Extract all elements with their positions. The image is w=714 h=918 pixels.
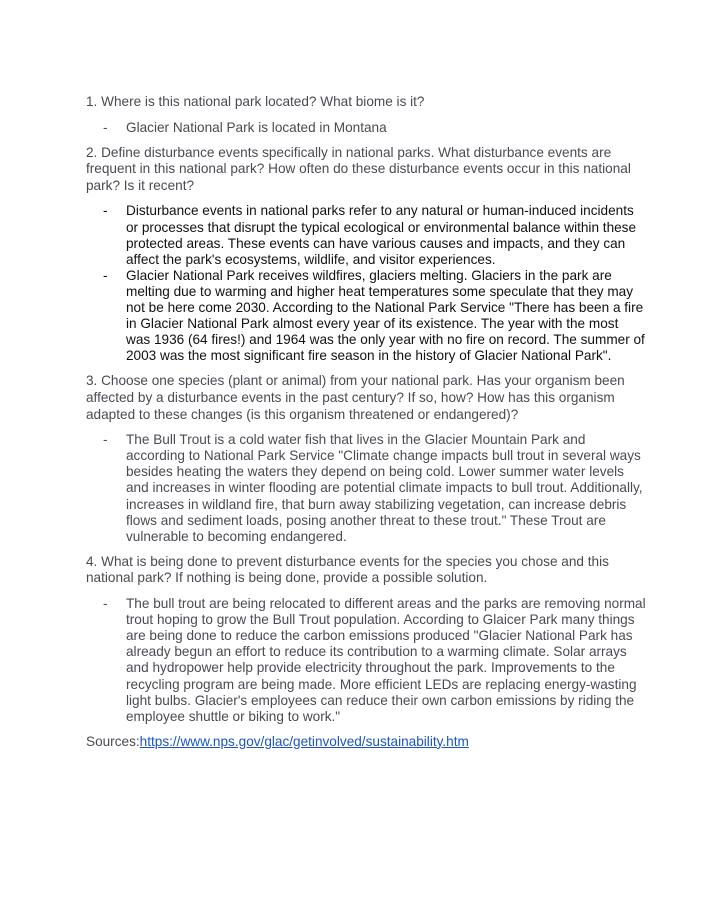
answer-list-1 <box>86 120 646 136</box>
question-3: 3. Choose one species (plant or animal) from your national park. Has your organism been affected by a disturbance events in the past century? If so, how? How has this organism adapted to these changes (is this organism threatened or endangered)? <box>86 373 625 422</box>
question-4: 4. What is being done to prevent disturbance events for the species you chose and this national park? If nothing is being done, provide a possible solution. <box>86 553 609 586</box>
sources-line <box>86 734 646 751</box>
answer-text: Disturbance events in national parks refer to any natural or human-induced incidents or processes that disrupt the typical ecological or environmental balance within these protected areas. These events can have various causes and impacts, and they can affect the park's ecosystems, wildlife, and visitor experiences. <box>126 203 637 267</box>
bullet-dash: - <box>103 119 108 135</box>
bullet-dash: - <box>103 432 108 448</box>
answer-text: The bull trout are being relocated to different areas and the parks are removing normal trout hoping to grow the Bull Trout population. According to Glaicer Park many things are being done to reduce the carbon emissions produced "Glacier National Park has already begun an effort to reduce its contribution to a warming climate. Solar arrays and hydropower help provide electricity throughout the park. Improvements to the recycling program are being made. More efficient LEDs are replacing energy-wasting light bulbs. Glacier's employees can reduce their own carbon emissions by riding the employee shuttle or biking to work." <box>126 596 646 724</box>
bullet-dash: - <box>103 267 108 283</box>
sources-link[interactable]: https://www.nps.gov/glac/getinvolved/sustainability.htm <box>139 733 469 749</box>
sources-label: Sources: <box>86 733 140 749</box>
answer-1-1 <box>86 120 646 136</box>
bullet-dash: - <box>103 203 108 219</box>
answer-list-4 <box>86 596 646 725</box>
document-page <box>86 94 646 750</box>
question-1: 1. Where is this national park located? What biome is it? <box>86 94 425 109</box>
answer-3-1 <box>86 432 646 545</box>
question-2: 2. Define disturbance events specifically in national parks. What disturbance events are frequent in this national park? How often do these disturbance events occur in this national park? Is it recent? <box>86 144 631 193</box>
answer-2-2 <box>86 268 646 365</box>
answer-text: Glacier National Park is located in Montana <box>126 119 387 135</box>
answer-text: The Bull Trout is a cold water fish that lives in the Glacier Mountain Park and according to National Park Service "Climate change impacts bull trout in several ways besides heating the waters they depend on being cold. Lower summer water levels and increases in winter flooding are potential climate impacts to bull trout. Additionally, increases in wildland fire, that burn away stabilizing vegetation, can increase debris flows and sediment loads, posing another threat to these trout." These Trout are vulnerable to becoming endangered. <box>126 432 643 544</box>
answer-list-2 <box>86 203 646 364</box>
bullet-dash: - <box>103 596 108 612</box>
answer-4-1 <box>86 596 646 725</box>
answer-2-1 <box>86 203 646 267</box>
answer-list-3 <box>86 432 646 545</box>
answer-text: Glacier National Park receives wildfires, glaciers melting. Glaciers in the park are melting due to warming and higher heat temperatures some speculate that they may not be here come 2030. According to the National Park Service "There has been a fire in Glacier National Park almost every year of its existence. The year with the most was 1936 (64 fires!) and 1964 was the only year with no fire on record. The summer of 2003 was the most significant fire season in the history of Glacier National Park". <box>126 267 645 364</box>
